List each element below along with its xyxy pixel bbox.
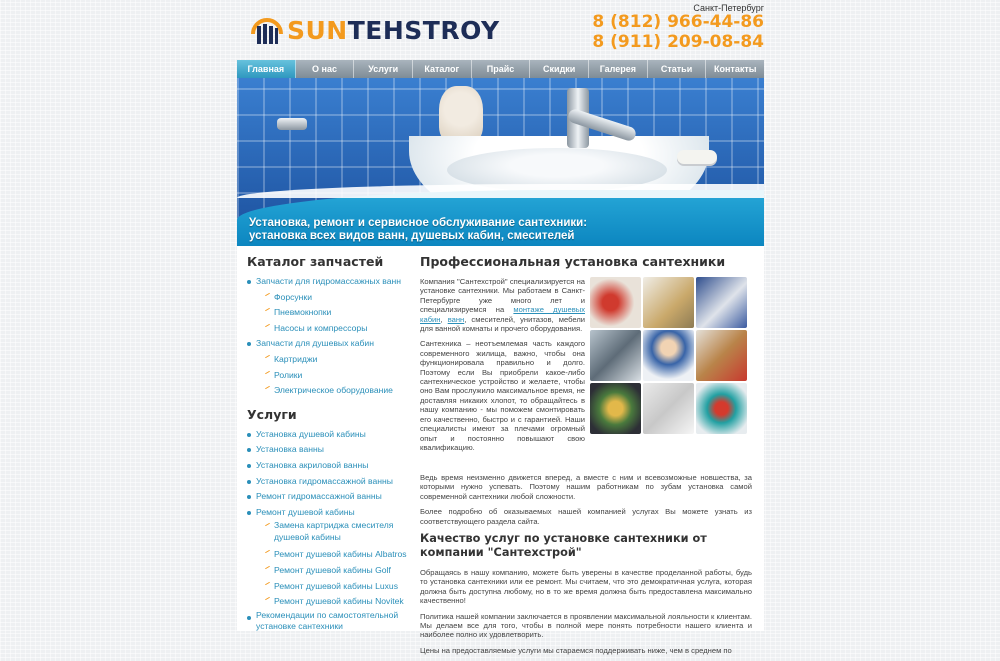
photo-tile — [696, 330, 747, 381]
photo-tile — [590, 330, 641, 381]
services-title: Услуги — [247, 406, 297, 422]
service-subitem[interactable]: Ремонт душевой кабины Novitek — [247, 594, 412, 610]
paragraph-3: Ведь время неизменно движется вперед, а вместе с ним и всевозможные новшества, за которыми нужно успевать. Поэтому нашим работникам по зубам установка самой современной сантехники любой сложности. — [420, 473, 752, 501]
photo-tile — [643, 330, 694, 381]
photo-tile — [590, 277, 641, 328]
photo-tile — [643, 277, 694, 328]
logo-text: SUNTEHSTROY — [287, 15, 500, 45]
catalog-item[interactable]: Запчасти для гидромассажных ванн — [247, 274, 412, 290]
city-label: Санкт-Петербург — [693, 3, 764, 13]
hero-banner — [237, 78, 764, 246]
nav-price[interactable]: Прайс — [472, 60, 531, 78]
nav-home[interactable]: Главная — [237, 60, 296, 78]
bath-tap-image — [277, 118, 307, 130]
page-title: Профессиональная установка сантехники — [420, 254, 726, 269]
catalog-list — [247, 274, 412, 399]
logo[interactable] — [249, 10, 500, 50]
nav-about[interactable]: О нас — [296, 60, 355, 78]
page — [237, 0, 764, 655]
catalog-title: Каталог запчастей — [247, 254, 384, 269]
service-item[interactable]: Установка душевой кабины — [247, 427, 412, 443]
intro-paragraph-2: Сантехника – неотъемлемая часть каждого современного жилища, важно, чтобы она функционировала правильно и долго. Поэтому если Вы приобрели какое-либо сантехническое устройство и желаете, чтобы оно Вам прослужило максимальное время, не доставляя никаких хлопот, то обращайтесь в нашу компанию - мы поможем смонтировать его качественно, быстро и с гарантией. Наши специалисты имеют за плечами огромный опыт и постоянно повышают свою квалификацию. — [420, 339, 585, 452]
catalog-subitem[interactable]: Ролики — [247, 368, 412, 384]
article-body — [420, 473, 752, 655]
nav-contacts[interactable]: Контакты — [713, 64, 757, 74]
header — [237, 0, 764, 60]
content-area — [237, 246, 764, 655]
nav-services[interactable]: Услуги — [354, 60, 413, 78]
logo-sun-icon — [249, 12, 285, 48]
paragraph-5: Обращаясь в нашу компанию, можете быть уверены в качестве проделанной работы, будь то установка сантехники или ее ремонт. Мы считаем, что это демократичная услуга, которая должна быть доступна любому, но в то же время должна быть предоставлена максимально качественно! — [420, 568, 752, 606]
main-content — [420, 254, 760, 661]
catalog-subitem[interactable]: Форсунки — [247, 290, 412, 306]
catalog-subitem[interactable]: Насосы и компрессоры — [247, 321, 412, 337]
nav-catalog[interactable]: Каталог — [413, 60, 472, 78]
service-item[interactable]: Установка ванны — [247, 442, 412, 458]
banner-caption — [249, 217, 587, 243]
nav-discounts[interactable]: Скидки — [530, 60, 589, 78]
photo-tile — [643, 383, 694, 434]
catalog-subitem[interactable]: Картриджи — [247, 352, 412, 368]
service-subitem[interactable]: Ремонт душевой кабины Albatros — [247, 547, 412, 563]
service-item[interactable]: Ремонт гидромассажной ванны — [247, 489, 412, 505]
link-shower-install[interactable]: монтаже душевых кабин — [420, 305, 585, 324]
banner-line-2: установка всех видов ванн, душевых кабин, смесителей — [249, 230, 575, 242]
main-nav — [237, 60, 764, 78]
photo-grid — [590, 277, 752, 434]
paragraph-4: Более подробно об оказываемых нашей компанией услугах Вы можете узнать из соответствующего раздела сайта. — [420, 507, 752, 526]
photo-tile — [696, 383, 747, 434]
services-list — [247, 427, 412, 633]
section-heading: Качество услуг по установке сантехники от компании "Сантехстрой" — [420, 532, 707, 560]
phone-secondary[interactable]: 8 (911) 209-08-84 — [592, 32, 764, 52]
service-subitem[interactable]: Ремонт душевой кабины Luxus — [247, 579, 412, 595]
paragraph-6: Политика нашей компании заключается в проявлении максимальной лояльности к клиентам. Мы делаем все для того, чтобы в полной мере понять потребности нашего клиента и наиболее полно их удовлетворить. — [420, 611, 752, 640]
service-item[interactable]: Рекомендации по самостоятельной установке сантехники — [247, 610, 412, 633]
intro-paragraph-1: Компания "Сантехстрой" специализируется на установке сантехники. Мы работаем в Санкт-Петербурге уже много лет и специализируемся на монтаже душевых кабин, ванн, смесителей, унитазов, мебели для ванной комнаты и прочего оборудования. — [420, 277, 585, 334]
photo-tile — [696, 277, 747, 328]
intro-block — [420, 277, 760, 473]
service-item[interactable]: Установка акриловой ванны — [247, 458, 412, 474]
service-item[interactable]: Установка гидромассажной ванны — [247, 474, 412, 490]
service-subitem[interactable]: Ремонт душевой кабины Golf — [247, 563, 412, 579]
phone-primary[interactable]: 8 (812) 966-44-86 — [592, 12, 764, 32]
soap-image — [677, 150, 717, 164]
nav-articles[interactable]: Статьи — [648, 60, 707, 78]
sidebar — [247, 254, 412, 637]
link-baths[interactable]: ванн — [447, 314, 465, 324]
catalog-subitem[interactable]: Пневмокнопки — [247, 305, 412, 321]
catalog-item[interactable]: Запчасти для душевых кабин — [247, 336, 412, 352]
paragraph-7: Цены на предоставляемые услуги мы стараемся поддерживать ниже, чем в среднем по — [420, 645, 732, 655]
service-item[interactable]: Ремонт душевой кабины — [247, 505, 412, 521]
catalog-subitem[interactable]: Электрическое оборудование — [247, 383, 412, 399]
service-subitem[interactable]: Замена картриджа смесителя душевой кабины — [247, 520, 412, 543]
intro-text — [420, 277, 585, 458]
photo-tile — [590, 383, 641, 434]
banner-line-1: Установка, ремонт и сервисное обслуживание сантехники: — [249, 217, 588, 229]
nav-gallery[interactable]: Галерея — [589, 60, 648, 78]
